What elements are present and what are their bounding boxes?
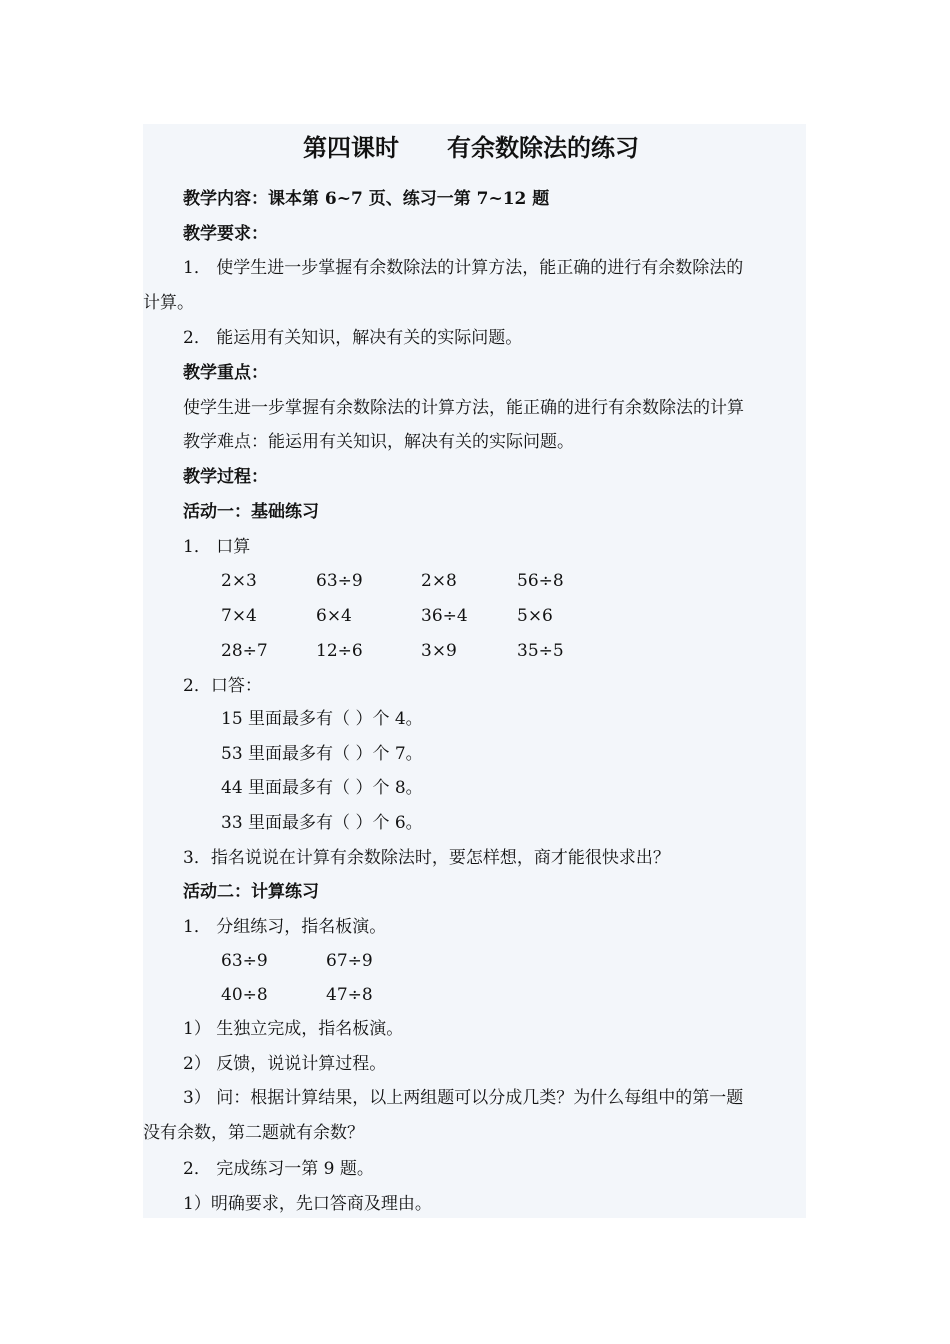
requirement-1: 1． 使学生进一步掌握有余数除法的计算方法，能正确的进行有余数除法的: [183, 258, 744, 278]
calc-cell: 67÷9: [326, 951, 373, 971]
difficulty-text: 教学难点：能运用有关知识，解决有关的实际问题。: [183, 432, 574, 452]
calc-cell: 2×3: [221, 571, 257, 591]
oral-answer: 53 里面最多有（ ）个 7。: [221, 744, 423, 764]
calc-cell: 47÷8: [326, 985, 373, 1005]
calc-cell: 36÷4: [421, 606, 468, 626]
activity-2-item-1: 1． 分组练习，指名板演。: [183, 917, 387, 937]
oral-answer: 33 里面最多有（ ）个 6。: [221, 813, 423, 833]
oral-answer: 15 里面最多有（ ）个 4。: [221, 709, 423, 729]
calc-cell: 5×6: [517, 606, 553, 626]
calc-cell: 56÷8: [517, 571, 564, 591]
oral-answer: 44 里面最多有（ ）个 8。: [221, 778, 423, 798]
activity-1-item-3: 3．指名说说在计算有余数除法时，要怎样想，商才能很快求出？: [183, 848, 670, 868]
requirements-heading: 教学要求：: [183, 224, 268, 244]
calc-cell: 63÷9: [316, 571, 363, 591]
key-points-heading: 教学重点：: [183, 363, 268, 383]
calc-cell: 28÷7: [221, 641, 268, 661]
calc-cell: 12÷6: [316, 641, 363, 661]
activity-1-item-1: 1． 口算: [183, 537, 251, 557]
activity-2-item-2: 2． 完成练习一第 9 题。: [183, 1159, 374, 1179]
step-1: 1） 生独立完成，指名板演。: [183, 1019, 404, 1039]
calc-cell: 35÷5: [517, 641, 564, 661]
activity-2-item-2-step-1: 1）明确要求，先口答商及理由。: [183, 1194, 432, 1214]
requirement-1-cont: 计算。: [143, 293, 194, 313]
step-3: 3） 问：根据计算结果，以上两组题可以分成几类？为什么每组中的第一题: [183, 1088, 744, 1108]
activity-1-item-2: 2．口答：: [183, 676, 262, 696]
calc-cell: 7×4: [221, 606, 257, 626]
calc-cell: 2×8: [421, 571, 457, 591]
teaching-content: 教学内容：课本第 6~7 页、练习一第 7~12 题: [183, 189, 550, 209]
calc-cell: 6×4: [316, 606, 352, 626]
step-2: 2） 反馈，说说计算过程。: [183, 1054, 387, 1074]
step-3-cont: 没有余数，第二题就有余数？: [143, 1123, 364, 1143]
activity-2-heading: 活动二：计算练习: [183, 882, 319, 902]
calc-cell: 3×9: [421, 641, 457, 661]
calc-cell: 63÷9: [221, 951, 268, 971]
activity-1-heading: 活动一：基础练习: [183, 502, 319, 522]
shade-left-mid: [143, 524, 211, 594]
key-points-text: 使学生进一步掌握有余数除法的计算方法，能正确的进行有余数除法的计算: [183, 398, 744, 418]
calc-cell: 40÷8: [221, 985, 268, 1005]
page-title: 第四课时 有余数除法的练习: [303, 133, 639, 162]
requirement-2: 2． 能运用有关知识，解决有关的实际问题。: [183, 328, 523, 348]
process-heading: 教学过程：: [183, 467, 268, 487]
